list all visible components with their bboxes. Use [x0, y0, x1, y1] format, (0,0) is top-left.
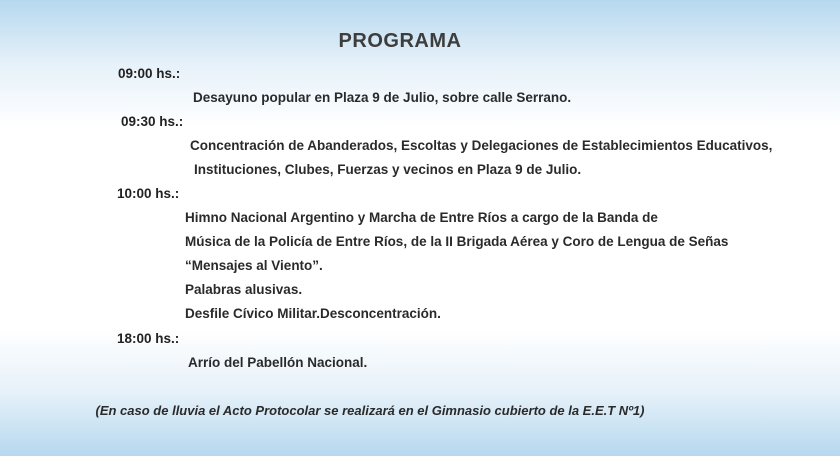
- schedule-item-text: Palabras alusivas.: [185, 282, 303, 297]
- time-label: 10:00 hs.:: [117, 186, 180, 201]
- time-label: 09:30 hs.:: [121, 114, 184, 129]
- schedule-item-text: Concentración de Abanderados, Escoltas y Delegaciones de Establecimientos Educativos,: [190, 138, 773, 153]
- schedule-item-text: Desayuno popular en Plaza 9 de Julio, sobre calle Serrano.: [193, 90, 572, 105]
- schedule-item-text: Arrío del Pabellón Nacional.: [188, 355, 368, 370]
- schedule-item-text: Himno Nacional Argentino y Marcha de Entre Ríos a cargo de la Banda de: [185, 210, 658, 225]
- time-label: 18:00 hs.:: [117, 331, 180, 346]
- schedule-item-text: Instituciones, Clubes, Fuerzas y vecinos en Plaza 9 de Julio.: [194, 162, 582, 177]
- schedule-item-text: Música de la Policía de Entre Ríos, de la II Brigada Aérea y Coro de Lengua de Señas: [185, 234, 729, 249]
- rain-note: (En caso de lluvia el Acto Protocolar se realizará en el Gimnasio cubierto de la E.E.T Nº1): [95, 403, 645, 418]
- schedule-item-text: “Mensajes al Viento”.: [185, 258, 323, 273]
- schedule-item-text: Desfile Cívico Militar.Desconcentración.: [185, 306, 441, 321]
- page-title: PROGRAMA: [338, 30, 462, 52]
- time-label: 09:00 hs.:: [118, 66, 181, 81]
